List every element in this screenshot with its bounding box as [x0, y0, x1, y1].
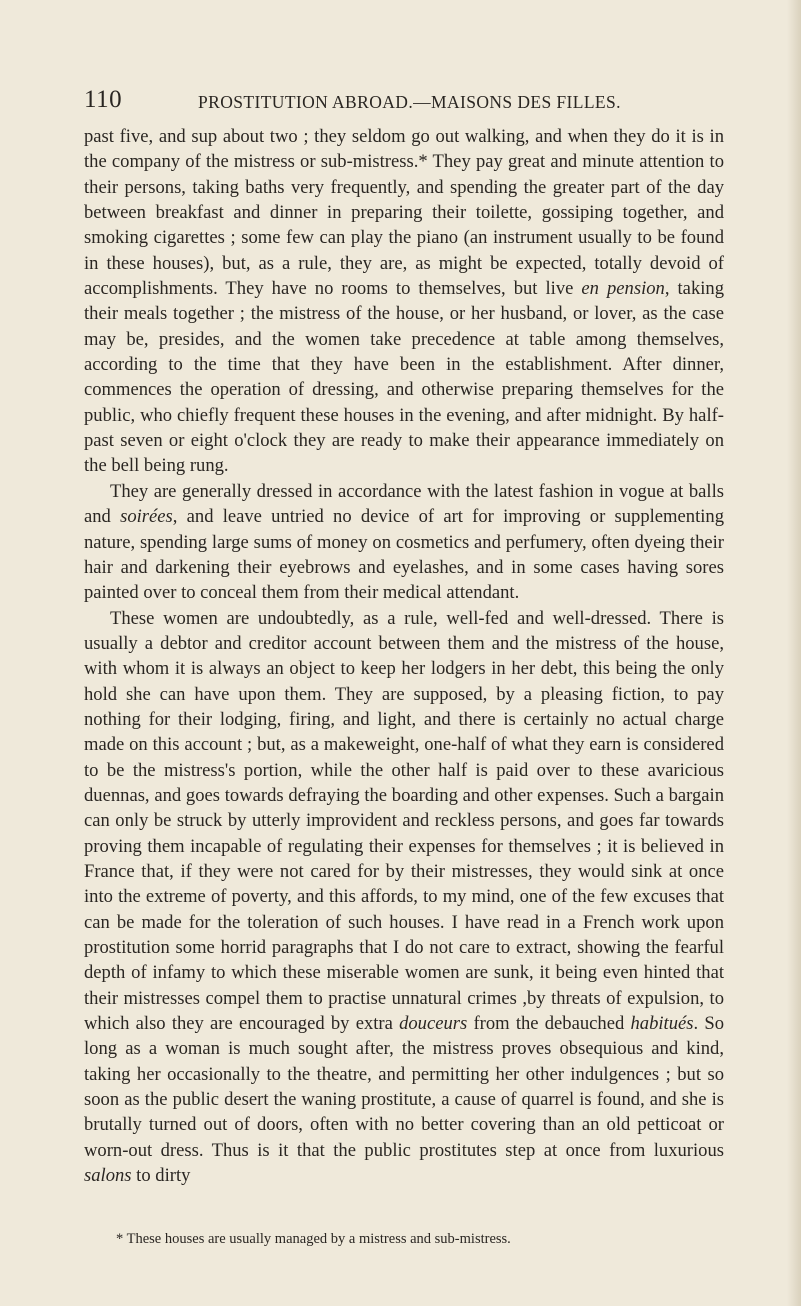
- text-run: These women are undoubtedly, as a rule, well-fed and well-dressed. There is usually a debtor and creditor account between them and the mistress of the house, with whom it is always an object to keep her lodgers in her debt, this being the only hold she can have upon them. They are supposed, by a pleasing fiction, to pay nothing for their lodging, firing, and light, and there is certainly no actual charge made on this account ; but, as a makeweight, one-half of what they earn is considered to be the mistress's portion, while the other half is paid over to these avaricious duennas, and goes towards defraying the boarding and other expenses. Such a bargain can only be struck by utterly improvident and reckless persons, and goes far towards proving them incapable of regulating their expenses for themselves ; it is believed in France that, if they were not cared for by their mistresses, they would sink at once into the extreme of poverty, and this affords, to my mind, one of the few excuses that can be made for the toleration of such houses. I have read in a French work upon prostitution some horrid paragraphs that I do not care to extract, showing the fearful depth of infamy to which these miserable women are sunk, it being even hinted that their mistresses compel them to practise unnatural crimes ,by threats of expulsion, to which also they are encouraged by extra: [84, 607, 724, 1035]
- text-run: They are generally dressed in accordance with the latest fashion in vogue at balls and: [84, 480, 724, 528]
- paragraph: [84, 479, 724, 606]
- text-run: , taking their meals together ; the mistress of the house, or her husband, or lover, as the case may be, presides, and the women take precedence at table among themselves, according to the time that they have been in the establishment. After dinner, commences the operation of dressing, and otherwise preparing themselves for the public, who chiefly frequent these houses in the evening, and after midnight. By half-past seven or eight o'clock they are ready to make their appearance immediately on the bell being rung.: [84, 278, 724, 477]
- italic-phrase: douceurs: [399, 1013, 468, 1035]
- paragraph: [84, 606, 724, 1189]
- text-run: . So long as a woman is much sought after, the mistress proves obsequious and kind, taking her occasionally to the theatre, and permitting her other indulgences ; but so soon as the public desert the waning prostitute, a cause of quarrel is found, and she is brutally turned out of doors, often with no better covering than an old petticoat or worn-out dress. Thus is it that the public prostitutes step at once from luxurious: [84, 1013, 725, 1161]
- text-run: from the debauched: [467, 1013, 631, 1035]
- paragraph: [84, 124, 724, 479]
- footnote-text: These houses are usually managed by a mistress and sub-mistress.: [126, 1231, 511, 1247]
- running-head: PROSTITUTION ABROAD.—MAISONS DES FILLES.: [198, 92, 621, 112]
- italic-phrase: salons: [84, 1165, 132, 1187]
- page-number: 110: [84, 86, 123, 113]
- italic-phrase: en pension: [581, 278, 665, 300]
- text-run: , and leave untried no device of art for improving or supplementing nature, spending large sums of money on cosmetics and perfumery, often dyeing their hair and darkening their eyebrows and eyelashes, and in some cases having sores painted over to conceal them from their medical attendant.: [84, 506, 724, 604]
- footnote: [116, 1230, 726, 1248]
- italic-phrase: soirées: [120, 506, 173, 528]
- text-run: past five, and sup about two ; they seldom go out walking, and when they do it is in the company of the mistress or sub-mistress.* They pay great and minute attention to their persons, taking baths very frequently, and spending the greater part of the day between breakfast and dinner in preparing their toilette, gossiping together, and smoking cigarettes ; some few can play the piano (an instrument usually to be found in these houses), but, as a rule, they are, as might be expected, totally devoid of accomplishments. They have no rooms to themselves, but live: [84, 126, 724, 300]
- footnote-marker: *: [116, 1231, 124, 1247]
- page-edge-shadow: [787, 0, 801, 1306]
- text-run: to dirty: [131, 1165, 191, 1187]
- page-header: [80, 80, 730, 120]
- body-text: [84, 124, 724, 1188]
- italic-phrase: habitués: [630, 1013, 694, 1035]
